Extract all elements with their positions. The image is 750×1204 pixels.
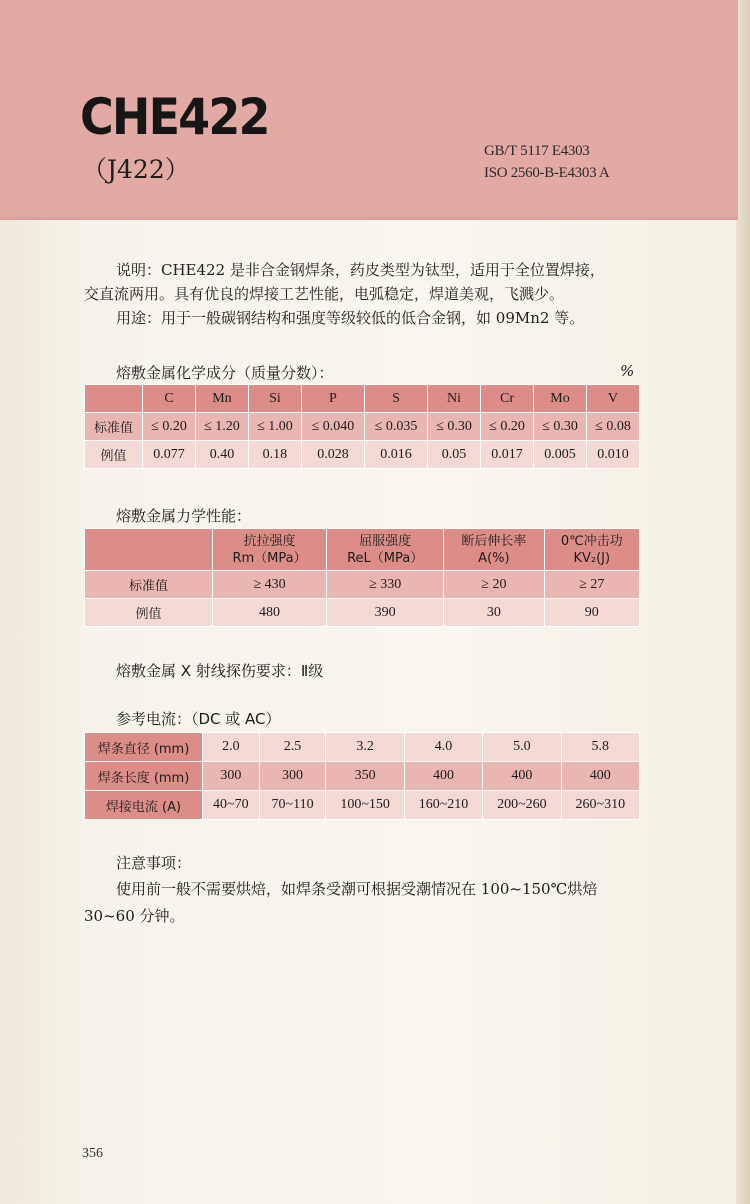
table-cell: [444, 529, 544, 571]
description-line: 交直流两用。具有优良的焊接工艺性能，电弧稳定，焊道美观，飞溅少。: [84, 285, 565, 303]
table-cell: 390: [327, 599, 444, 627]
row-label: 焊接电流 (A): [85, 791, 203, 820]
row-label: 焊条长度 (mm): [85, 762, 203, 791]
table-cell: 90: [544, 599, 640, 627]
table-cell: 30: [444, 599, 544, 627]
notes-line: 30~60 分钟。: [84, 907, 185, 925]
table-row: [85, 413, 640, 441]
table-cell: [213, 529, 327, 571]
mechanical-table: [84, 528, 640, 627]
table-cell: 0.18: [248, 441, 301, 469]
table-cell: 5.0: [483, 733, 561, 762]
table-row: [85, 441, 640, 469]
table-cell: 350: [326, 762, 404, 791]
table-cell: 200~260: [483, 791, 561, 820]
description: [84, 258, 654, 330]
current-title: 参考电流：（DC 或 AC）: [116, 710, 281, 728]
header-line: A(%): [478, 550, 510, 566]
table-cell: 2.5: [259, 733, 326, 762]
current-table: [84, 732, 640, 820]
table-cell: Mn: [195, 385, 248, 413]
table-cell: ≤ 0.040: [301, 413, 364, 441]
header-line: KV₂(J): [573, 550, 611, 566]
header-line: ReL（MPa）: [347, 550, 424, 566]
table-cell: ≥ 330: [327, 571, 444, 599]
table-cell: Cr: [481, 385, 534, 413]
table-cell: 100~150: [326, 791, 404, 820]
table-cell: Ni: [428, 385, 481, 413]
table-cell: 480: [213, 599, 327, 627]
table-cell: [327, 529, 444, 571]
table-cell: 5.8: [561, 733, 639, 762]
table-cell: 300: [259, 762, 326, 791]
header-line: 0℃冲击功: [560, 533, 623, 549]
table-header-row: [85, 529, 640, 571]
table-cell: 0.010: [586, 441, 639, 469]
table-cell: [544, 529, 640, 571]
table-cell: 0.017: [481, 441, 534, 469]
product-subtitle: （J422）: [82, 155, 190, 184]
table-cell: 40~70: [203, 791, 260, 820]
table-cell: ≤ 0.30: [534, 413, 587, 441]
row-label: 例值: [85, 441, 143, 469]
page-number: 356: [82, 1146, 103, 1161]
table-cell: 300: [203, 762, 260, 791]
table-cell: 0.077: [143, 441, 196, 469]
row-label: 焊条直径 (mm): [85, 733, 203, 762]
table-cell: ≤ 0.08: [586, 413, 639, 441]
table-row: [85, 599, 640, 627]
table-cell: 160~210: [404, 791, 482, 820]
table-cell: ≥ 20: [444, 571, 544, 599]
table-cell: 400: [561, 762, 639, 791]
table-cell: ≤ 0.035: [364, 413, 427, 441]
table-cell: [85, 529, 213, 571]
notes: [84, 876, 664, 930]
table-cell: P: [301, 385, 364, 413]
header-line: 断后伸长率: [461, 533, 527, 549]
table-cell: 260~310: [561, 791, 639, 820]
standard-gb: GB/T 5117 E4303: [484, 143, 590, 159]
table-cell: 0.005: [534, 441, 587, 469]
table-cell: ≥ 27: [544, 571, 640, 599]
table-cell: 400: [483, 762, 561, 791]
table-cell: 4.0: [404, 733, 482, 762]
chemistry-table: [84, 384, 640, 469]
mechanical-title: 熔敷金属力学性能：: [116, 507, 252, 525]
standard-iso: ISO 2560-B-E4303 A: [484, 165, 610, 181]
table-cell: ≤ 0.30: [428, 413, 481, 441]
table-cell: C: [143, 385, 196, 413]
row-label: 标准值: [85, 413, 143, 441]
table-cell: 2.0: [203, 733, 260, 762]
table-cell: ≤ 0.20: [481, 413, 534, 441]
table-header-row: [85, 385, 640, 413]
table-row: [85, 733, 640, 762]
table-cell: V: [586, 385, 639, 413]
table-row: [85, 571, 640, 599]
description-line: 说明：CHE422 是非合金钢焊条，药皮类型为钛型，适用于全位置焊接，: [116, 261, 605, 279]
table-cell: 0.028: [301, 441, 364, 469]
notes-line: 使用前一般不需要烘焙，如焊条受潮可根据受潮情况在 100~150℃烘焙: [116, 880, 598, 898]
chemistry-title: 熔敷金属化学成分（质量分数）：: [116, 364, 334, 382]
table-cell: ≤ 0.20: [143, 413, 196, 441]
table-cell: ≤ 1.20: [195, 413, 248, 441]
usage-line: 用途：用于一般碳钢结构和强度等级较低的低合金钢，如 09Mn2 等。: [116, 309, 585, 327]
table-cell: Mo: [534, 385, 587, 413]
table-cell: ≥ 430: [213, 571, 327, 599]
table-cell: 0.016: [364, 441, 427, 469]
header-band: [0, 0, 738, 220]
chemistry-unit: %: [620, 362, 635, 380]
header-line: 屈服强度: [359, 533, 412, 549]
table-cell: ≤ 1.00: [248, 413, 301, 441]
table-cell: 70~110: [259, 791, 326, 820]
notes-title: 注意事项：: [116, 854, 192, 872]
table-row: [85, 791, 640, 820]
table-cell: [85, 385, 143, 413]
row-label: 例值: [85, 599, 213, 627]
table-cell: Si: [248, 385, 301, 413]
page-edge: [736, 0, 750, 1204]
header-line: 抗拉强度: [243, 533, 296, 549]
product-title: CHE422: [80, 88, 269, 146]
header-line: Rm（MPa）: [232, 550, 307, 566]
table-cell: 400: [404, 762, 482, 791]
xray-requirement: 熔敷金属 X 射线探伤要求：Ⅱ级: [116, 662, 324, 680]
table-cell: S: [364, 385, 427, 413]
table-cell: 0.05: [428, 441, 481, 469]
table-cell: 3.2: [326, 733, 404, 762]
table-cell: 0.40: [195, 441, 248, 469]
table-row: [85, 762, 640, 791]
row-label: 标准值: [85, 571, 213, 599]
